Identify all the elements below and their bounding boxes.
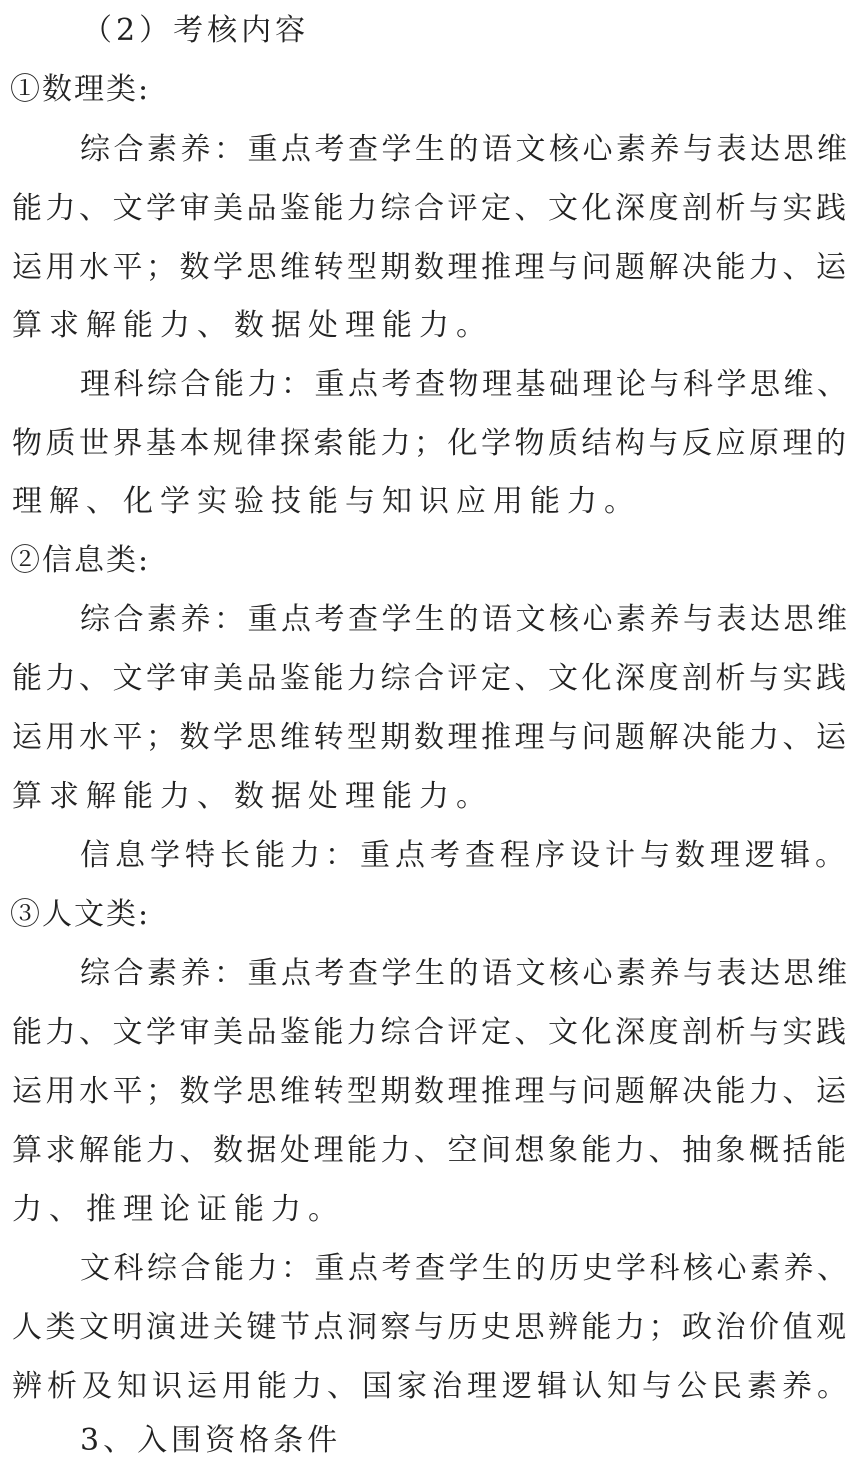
category-heading-information: ②信息类: [10,543,151,578]
paragraph-line: 文科综合能力：重点考查学生的历史学科核心素养、 [80,1251,851,1286]
paragraph-line: 能力、文学审美品鉴能力综合评定、文化深度剖析与实践 [12,1015,850,1050]
paragraph-line: 算求解能力、数据处理能力。 [12,308,493,343]
paragraph-line: 运用水平；数学思维转型期数理推理与问题解决能力、运 [12,250,850,285]
paragraph-line: 理解、化学实验技能与知识应用能力。 [12,484,641,519]
paragraph-line: 信息学特长能力：重点考查程序设计与数理逻辑。 [80,838,850,873]
paragraph-line: 运用水平；数学思维转型期数理推理与问题解决能力、运 [12,1074,850,1109]
paragraph-line: 算求解能力、数据处理能力、空间想象能力、抽象概括能 [12,1133,850,1168]
paragraph-line: 理科综合能力：重点考查物理基础理论与科学思维、 [80,367,851,402]
next-section-heading: 3、入围资格条件 [80,1423,342,1458]
paragraph-line: 算求解能力、数据处理能力。 [12,779,493,814]
paragraph-line: 综合素养：重点考查学生的语文核心素养与表达思维 [80,956,851,991]
paragraph-line: 能力、文学审美品鉴能力综合评定、文化深度剖析与实践 [12,661,850,696]
paragraph-line: 力、推理论证能力。 [12,1192,345,1227]
paragraph-line: 综合素养：重点考查学生的语文核心素养与表达思维 [80,132,851,167]
paragraph-line: 辨析及知识运用能力、国家治理逻辑认知与公民素养。 [12,1369,852,1404]
paragraph-line: 运用水平；数学思维转型期数理推理与问题解决能力、运 [12,720,850,755]
paragraph-line: 综合素养：重点考查学生的语文核心素养与表达思维 [80,602,851,637]
category-heading-math-science: ①数理类: [10,72,151,107]
paragraph-line: 能力、文学审美品鉴能力综合评定、文化深度剖析与实践 [12,191,850,226]
section-heading: （2）考核内容 [82,13,310,48]
paragraph-line: 物质世界基本规律探索能力；化学物质结构与反应原理的 [12,426,850,461]
category-heading-humanities: ③人文类: [10,897,151,932]
paragraph-line: 人类文明演进关键节点洞察与历史思辨能力；政治价值观 [12,1310,850,1345]
